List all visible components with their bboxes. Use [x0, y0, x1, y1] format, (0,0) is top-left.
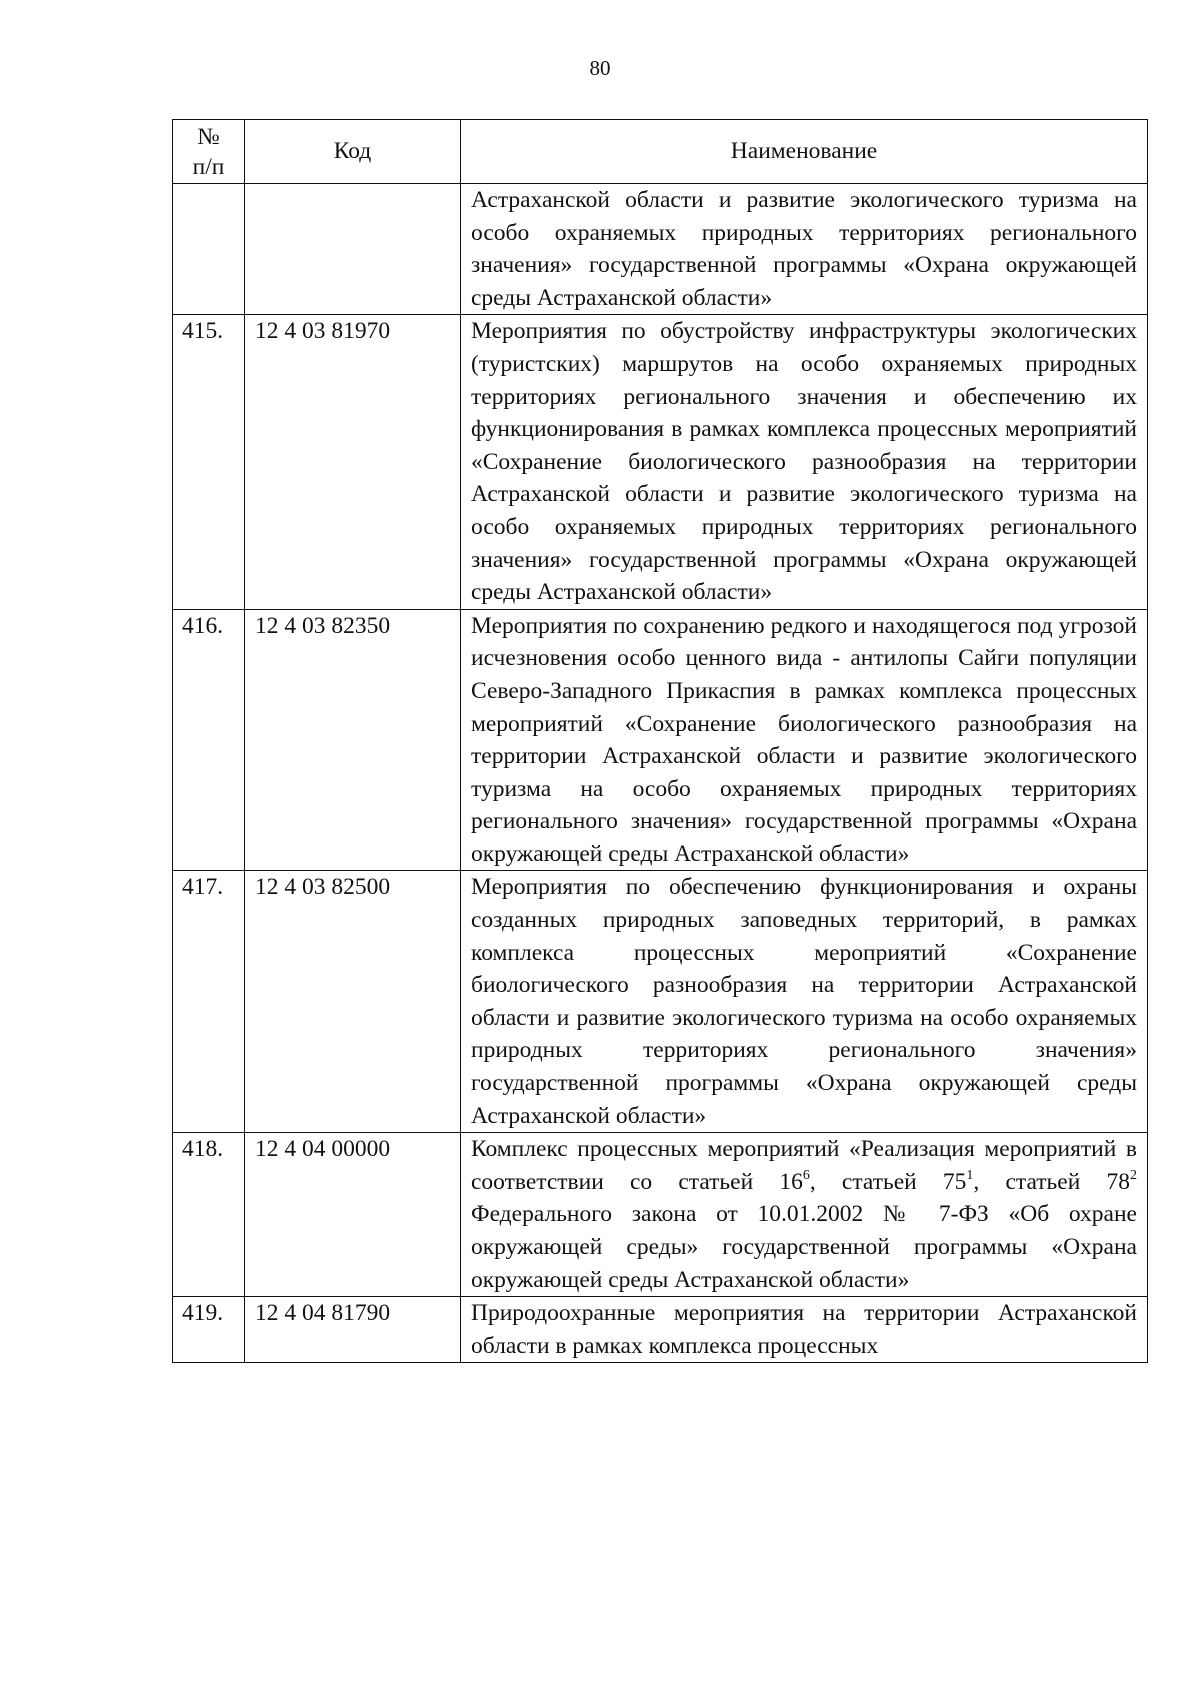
header-number-abbr: п/п — [192, 154, 225, 180]
row-code: 12 4 04 81790 — [245, 1297, 461, 1363]
row-name-part: Комплекс процессных мероприятий «Реализация мероприятий в соответствии со статьей 16 — [471, 1136, 1137, 1195]
row-code: 12 4 04 00000 — [245, 1133, 461, 1297]
row-number: 417. — [173, 871, 245, 1133]
row-number: 418. — [173, 1133, 245, 1297]
header-code: Код — [245, 120, 461, 184]
row-number: 415. — [173, 315, 245, 609]
row-code: 12 4 03 81970 — [245, 315, 461, 609]
table-row — [173, 871, 1148, 1133]
table-row — [173, 1297, 1148, 1363]
page-number: 80 — [589, 56, 611, 80]
row-number: 416. — [173, 609, 245, 871]
row-code: 12 4 03 82500 — [245, 871, 461, 1133]
row-name — [461, 1133, 1148, 1297]
table-row — [173, 1133, 1148, 1297]
row-name-part: Федерального закона от 10.01.2002 № 7-ФЗ «Об охране окружающей среды» государственной программы «Охрана окружающей среды Астраханской области» — [471, 1201, 1137, 1293]
table-row — [173, 315, 1148, 609]
row-name: Природоохранные мероприятия на территории Астраханской области в рамках комплекса процессных — [461, 1297, 1148, 1363]
header-name: Наименование — [461, 120, 1148, 184]
row-name: Астраханской области и развитие экологического туризма на особо охраняемых природных территориях регионального значения» государственной программы «Охрана окружающей среды Астраханской области» — [461, 184, 1148, 315]
row-number: 419. — [173, 1297, 245, 1363]
superscript: 2 — [1129, 1167, 1137, 1183]
row-name: Мероприятия по обустройству инфраструктуры экологических (туристских) маршрутов на особо охраняемых природных территориях регионального значения и обеспечению их функционирования в рамках комплекса процессных мероприятий «Сохранение биологического разнообразия на территории Астраханской области и развитие экологического туризма на особо охраняемых природных территориях регионального значения» государственной программы «Охрана окружающей среды Астраханской области» — [461, 315, 1148, 609]
row-name: Мероприятия по обеспечению функционирования и охраны созданных природных заповедных территорий, в рамках комплекса процессных мероприятий «Сохранение биологического разнообразия на территории Астраханской области и развитие экологического туризма на особо охраняемых природных территориях регионального значения» государственной программы «Охрана окружающей среды Астраханской области» — [461, 871, 1148, 1133]
table-header-row — [173, 120, 1148, 184]
header-number — [173, 120, 245, 184]
row-name: Мероприятия по сохранению редкого и находящегося под угрозой исчезновения особо ценного вида - антилопы Сайги популяции Северо-Западного Прикаспия в рамках комплекса процессных мероприятий «Сохранение биологического разнообразия на территории Астраханской области и развитие экологического туризма на особо охраняемых природных территориях регионального значения» государственной программы «Охрана окружающей среды Астраханской области» — [461, 609, 1148, 871]
table-row — [173, 184, 1148, 315]
row-code: 12 4 03 82350 — [245, 609, 461, 871]
row-name-part: , статьей 75 — [809, 1168, 967, 1195]
budget-classification-table — [172, 119, 1148, 1363]
row-number — [173, 184, 245, 315]
header-number-sign: № — [197, 124, 220, 150]
row-code — [245, 184, 461, 315]
superscript: 6 — [802, 1167, 810, 1183]
row-name-part: , статьей 78 — [973, 1168, 1130, 1195]
superscript: 1 — [966, 1167, 974, 1183]
table-row — [173, 609, 1148, 871]
